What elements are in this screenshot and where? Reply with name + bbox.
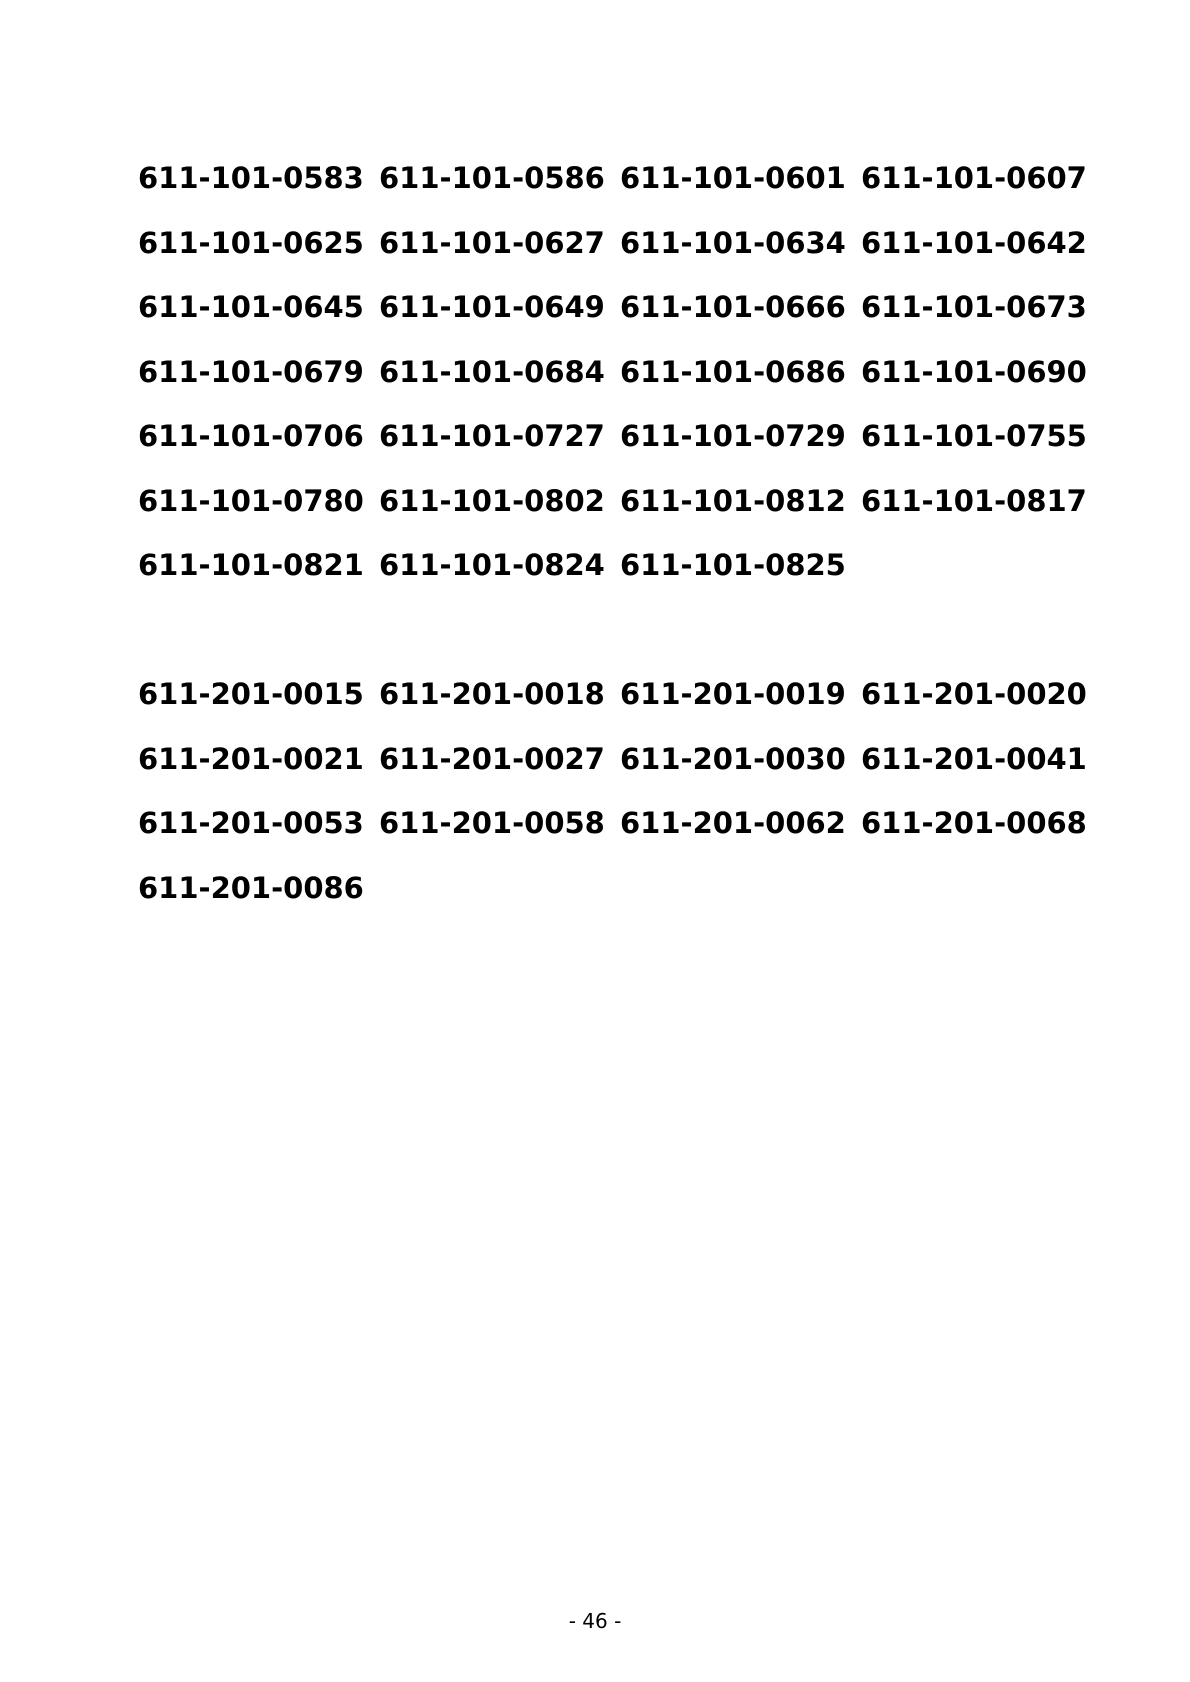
code-item: 611-201-0086 [138,870,364,905]
code-item: 611-101-0802 [379,483,605,518]
code-row [138,741,1098,806]
code-item: 611-101-0601 [620,161,846,195]
code-item: 611-101-0690 [861,354,1087,389]
code-item: 611-101-0821 [138,548,364,582]
code-group-611-201 [138,676,1098,934]
code-item: 611-201-0068 [861,806,1087,840]
code-item: 611-101-0583 [138,161,364,195]
code-item: 611-201-0020 [861,677,1087,711]
code-item: 611-201-0041 [861,741,1087,776]
code-row [138,160,1098,225]
code-item: 611-101-0634 [620,225,846,260]
code-item: 611-101-0625 [138,225,364,260]
code-item: 611-101-0642 [861,225,1087,260]
code-item: 611-101-0825 [620,548,846,582]
code-item: 611-101-0727 [379,419,605,453]
code-item: 611-201-0062 [620,806,846,840]
code-row [138,354,1098,419]
code-item: 611-101-0607 [861,161,1087,195]
code-item: 611-201-0015 [138,677,364,711]
code-item: 611-101-0824 [379,548,605,582]
code-item: 611-201-0019 [620,677,846,711]
code-item: 611-101-0755 [861,419,1087,453]
code-item: 611-101-0729 [620,419,846,453]
code-row [138,805,1098,870]
code-group-611-101 [138,160,1098,612]
code-item: 611-201-0053 [138,806,364,840]
code-item: 611-101-0649 [379,290,605,324]
code-item: 611-101-0780 [138,483,364,518]
code-item: 611-101-0645 [138,290,364,324]
code-item: 611-101-0686 [620,354,846,389]
code-item: 611-101-0627 [379,225,605,260]
code-item: 611-101-0684 [379,354,605,389]
code-item: 611-201-0021 [138,741,364,776]
code-item: 611-101-0812 [620,483,846,518]
code-row [138,418,1098,483]
code-row [138,870,1098,935]
code-item: 611-101-0586 [379,161,605,195]
code-row [138,547,1098,612]
code-item: 611-101-0817 [861,483,1087,518]
code-item: 611-101-0673 [861,290,1087,324]
code-item: 611-101-0706 [138,419,364,453]
code-row [138,676,1098,741]
code-item: 611-101-0679 [138,354,364,389]
page-number: - 46 - [568,1609,622,1633]
code-item: 611-101-0666 [620,290,846,324]
code-row [138,225,1098,290]
code-row [138,289,1098,354]
code-row [138,483,1098,548]
code-item: 611-201-0030 [620,741,846,776]
code-item: 611-201-0058 [379,806,605,840]
code-item: 611-201-0027 [379,741,605,776]
code-item: 611-201-0018 [379,677,605,711]
